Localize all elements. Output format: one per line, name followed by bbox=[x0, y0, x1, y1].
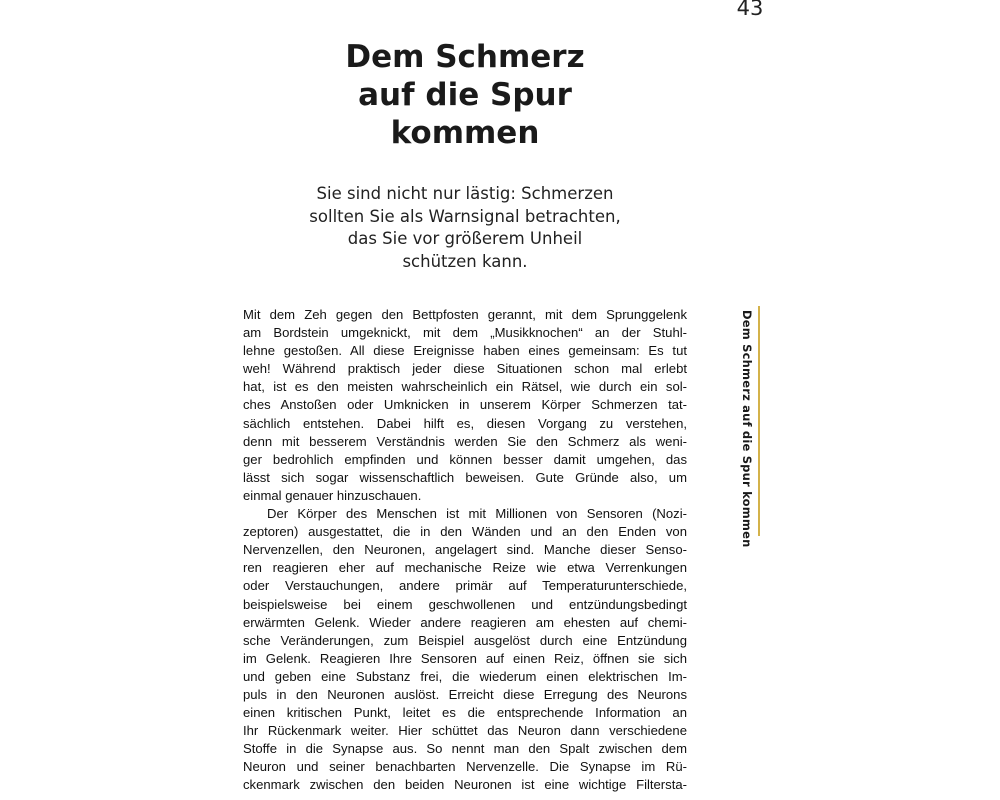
text-line: sächlich entstehen. Dabei hilft es, diesen Vorgang zu verstehen, bbox=[243, 415, 687, 431]
text-line: hat, ist es den meisten wahrscheinlich ein Rätsel, wie durch ein sol- bbox=[243, 379, 687, 395]
paragraph-1 bbox=[243, 306, 687, 505]
lead-line: Sie sind nicht nur lästig: Schmerzen bbox=[316, 184, 614, 203]
text-line: ches Anstoßen oder Umknicken in unserem Körper Schmerzen tat- bbox=[243, 397, 687, 413]
text-line: Mit dem Zeh gegen den Bettpfosten gerannt, mit dem Sprunggelenk bbox=[243, 307, 687, 322]
text-line: Nervenzellen, den Neuronen, angelagert sind. Manche dieser Senso- bbox=[243, 542, 687, 558]
lead-line: das Sie vor größerem Unheil bbox=[347, 229, 583, 248]
title-line: auf die Spur bbox=[358, 77, 572, 113]
paragraph-2 bbox=[243, 505, 687, 795]
text-line: oder Verstauchungen, andere primär auf Temperaturunterschiede, bbox=[243, 578, 687, 594]
side-running-heading bbox=[740, 306, 760, 548]
text-line: sche Veränderungen, zum Beispiel ausgelöst durch eine Entzündung bbox=[243, 632, 687, 648]
text-line: ckenmark zwischen den beiden Neuronen ist eine wichtige Filtersta- bbox=[243, 777, 687, 793]
text-line: einmal genauer hinzuschauen. bbox=[243, 487, 422, 503]
text-line: Der Körper des Menschen ist mit Millionen von Sensoren (Nozi- bbox=[267, 506, 687, 522]
text-line: puls in den Neuronen auslöst. Erreicht diese Erregung des Neurons bbox=[243, 686, 687, 702]
text-line: am Bordstein umgeknickt, mit dem „Musikknochen“ an der Stuhl- bbox=[243, 325, 687, 341]
text-line: lässt sich sogar wissenschaftlich beweisen. Gute Gründe also, um bbox=[243, 469, 687, 485]
text-line: weh! Während praktisch jeder diese Situationen schon mal erlebt bbox=[243, 361, 687, 377]
text-line: denn mit besserem Verständnis werden Sie den Schmerz als weni- bbox=[243, 433, 687, 449]
text-line: im Gelenk. Reagieren Ihre Sensoren auf einen Reiz, öffnen sie sich bbox=[243, 650, 687, 666]
text-line: zeptoren) ausgestattet, die in den Wänden und an den Enden von bbox=[243, 524, 687, 540]
body-text bbox=[243, 306, 687, 795]
text-line: lehne gestoßen. All diese Ereignisse haben eines gemeinsam: Es tut bbox=[243, 343, 687, 359]
text-line: und geben eine Substanz frei, die wiederum einen elektrischen Im- bbox=[243, 668, 687, 684]
text-line: ren reagieren eher auf mechanische Reize wie etwa Verrenkungen bbox=[243, 560, 687, 576]
text-line: Stoffe in die Synapse aus. So nennt man den Spalt zwischen dem bbox=[243, 741, 687, 757]
title-line: Dem Schmerz bbox=[345, 39, 585, 75]
lead-line: sollten Sie als Warnsignal betrachten, bbox=[309, 206, 621, 226]
title-line: kommen bbox=[390, 115, 540, 151]
lead-line: schützen kann. bbox=[402, 251, 528, 271]
chapter-title bbox=[300, 38, 630, 152]
side-heading-text: Dem Schmerz auf die Spur kommen bbox=[740, 310, 754, 548]
text-line: Ihr Rückenmark weiter. Hier schüttet das Neuron dann verschiedene bbox=[243, 723, 687, 739]
text-line: Neuron und seiner benachbarten Nervenzelle. Die Synapse im Rü- bbox=[243, 759, 687, 775]
text-line: erwärmten Gelenk. Wieder andere reagieren am ehesten auf chemi- bbox=[243, 614, 687, 630]
chapter-lead bbox=[300, 183, 630, 273]
page-number: 43 bbox=[736, 0, 764, 20]
text-line: beispielsweise bei einem geschwollenen und entzündungsbedingt bbox=[243, 596, 687, 612]
text-line: ger bedrohlich empfinden und können besser damit umgehen, das bbox=[243, 451, 687, 467]
text-line: einen kritischen Punkt, leitet es die entsprechende Information an bbox=[243, 705, 687, 721]
